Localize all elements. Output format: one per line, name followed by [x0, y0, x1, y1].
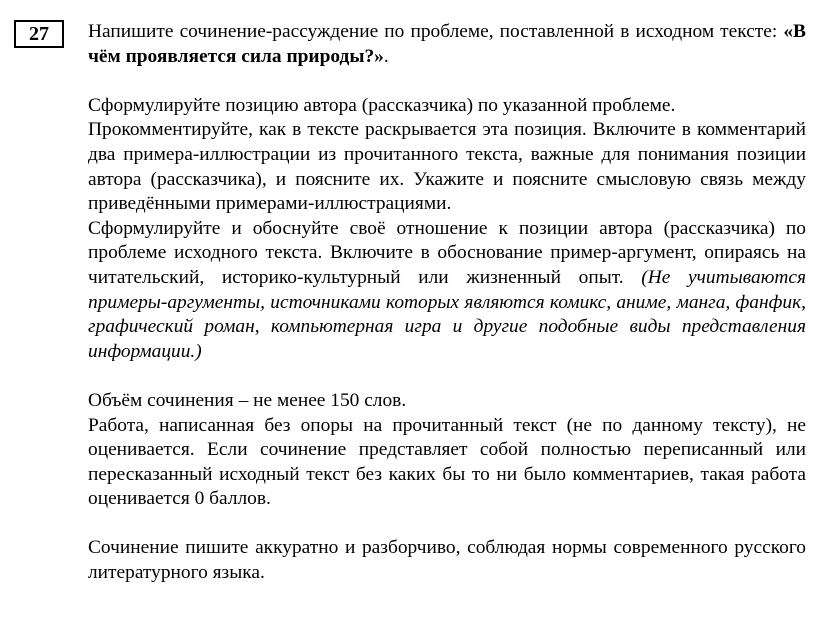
requirement-volume: Объём сочинения – не менее 150 слов. — [88, 389, 407, 411]
paragraph-gap — [88, 69, 806, 94]
instruction-opinion-note: (Не учитываются примеры-аргументы, источниками которых являются комикс, аниме, манга, фанфик, графический роман, компьютерная игра и другие подобные виды представления информации.) — [88, 266, 806, 362]
instruction-own-opinion — [88, 217, 806, 365]
instruction-opinion-text: Сформулируйте и обоснуйте своё отношение к позиции автора (рассказчика) по проблеме исходного текста. Включите в обоснование пример-аргумент, опираясь на читательский, историко-культурный или жизненный опыт. — [88, 217, 806, 288]
task-intro-end: . — [383, 45, 389, 67]
task-prompt — [88, 20, 806, 69]
task-content — [88, 20, 806, 586]
instruction-comment: Прокомментируйте, как в тексте раскрывается эта позиция. Включите в комментарий два примера-иллюстрации из прочитанного текста, важные для понимания позиции автора (рассказчика), и поясните их. Укажите и поясните смысловую связь между приведёнными примерами-иллюстрациями. — [88, 119, 806, 215]
task-number-box — [14, 20, 64, 48]
task-intro: Напишите сочинение-рассуждение по проблеме, поставленной в исходном тексте: — [88, 21, 784, 42]
instruction-position: Сформулируйте позицию автора (рассказчика) по указанной проблеме. — [88, 94, 676, 116]
paragraph-gap — [88, 512, 806, 537]
task-problem: «В чём проявляется сила природы?» — [88, 21, 806, 67]
closing-note: Сочинение пишите аккуратно и разборчиво, соблюдая нормы современного русского литературного языка. — [88, 537, 806, 584]
requirement-grading: Работа, написанная без опоры на прочитанный текст (не по данному тексту), не оценивается. Если сочинение представляет собой полностью переписанный или пересказанный исходный текст без каких бы то ни было комментариев, такая работа оценивается 0 баллов. — [88, 414, 806, 510]
task-number: 27 — [29, 22, 49, 45]
paragraph-gap — [88, 364, 806, 389]
